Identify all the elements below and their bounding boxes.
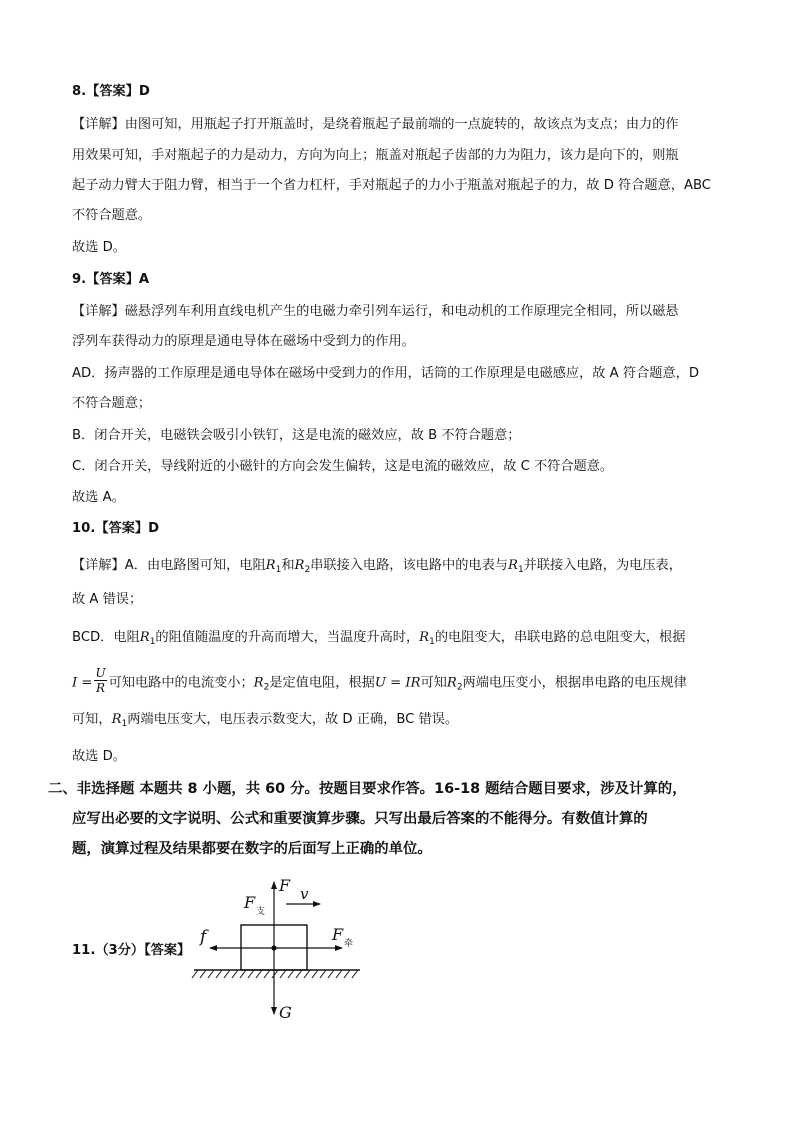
q9-option-ad-line-2: 不符合题意； — [72, 396, 152, 411]
label-traction: F — [332, 925, 344, 944]
ohms-law-lhs: I = — [72, 675, 93, 691]
label-support-force-sub: 支 — [256, 907, 266, 917]
q11-answer: 11.（3分）【答案】 — [72, 943, 191, 958]
q9-option-b: B．闭合开关，电磁铁会吸引小铁钉，这是电流的磁效应，故 B 不符合题意； — [72, 428, 521, 443]
q8-detail-line-1: 【详解】由图可知，用瓶起子打开瓶盖时，是绕着瓶起子最前端的一点旋转的，故该点为支点；由力的作 — [72, 117, 679, 132]
q8-detail-line-3: 起子动力臂大于阻力臂，相当于一个省力杠杆，手对瓶起子的力小于瓶盖对瓶起子的力，故 D 符合题意，ABC — [72, 178, 712, 193]
q9-answer: 9.【答案】A — [72, 272, 150, 287]
q9-detail-line-2: 浮列车获得动力的原理是通电导体在磁场中受到力的作用。 — [72, 334, 415, 349]
q8-detail-line-2: 用效果可知，手对瓶起子的力是动力，方向为向上；瓶盖对瓶起子齿部的力为阻力，该力是向下的，则瓶 — [72, 148, 679, 163]
label-f-top: F — [279, 876, 291, 895]
q9-conclusion: 故选 A。 — [72, 490, 125, 505]
label-traction-sub: 牵 — [344, 939, 354, 949]
q10-option-bcd-line-1: BCD．电阻$R_1$的阻值随温度的升高而增大，当温度升高时，$R_1$的电阻变大，串联电路的总电阻变大，根据 — [72, 630, 686, 647]
q10-conclusion: 故选 D。 — [72, 749, 126, 764]
q10-answer: 10.【答案】D — [72, 521, 160, 536]
q8-answer: 8.【答案】D — [72, 84, 150, 99]
q10-option-bcd-line-2: I = $\frac{U}{R}$ 可知电路中的电流变小；$R_2$是定值电阻，根据U = IR可知$R_2$两端电压变小，根据串电路的电压规律 — [72, 666, 687, 695]
label-velocity: v — [300, 885, 309, 903]
q10-option-a-line-1: 【详解】A．由电路图可知，电阻$R_1$和$R_2$串联接入电路，该电路中的电表与$R_1$并联接入电路，为电压表， — [72, 558, 682, 575]
label-friction: f — [200, 927, 207, 947]
q10-option-bcd-line-3: 可知，$R_1$两端电压变大，电压表示数变大，故 D 正确，BC 错误。 — [72, 712, 459, 729]
section2-instructions-line-2: 应写出必要的文字说明、公式和重要演算步骤。只写出最后答案的不能得分。有数值计算的 — [72, 811, 648, 827]
force-diagram — [180, 868, 380, 1028]
q8-conclusion: 故选 D。 — [72, 240, 126, 255]
q10-option-a-line-2: 故 A 错误； — [72, 592, 143, 607]
q9-detail-line-1: 【详解】磁悬浮列车利用直线电机产生的电磁力牵引列车运行，和电动机的工作原理完全相同，所以磁悬 — [72, 304, 679, 319]
q9-option-ad-line-1: AD．扬声器的工作原理是通电导体在磁场中受到力的作用，话筒的工作原理是电磁感应，故 A 符合题意，D — [72, 366, 699, 381]
label-support-force: F — [244, 893, 256, 912]
section2-instructions-line-1: 二、非选择题 本题共 8 小题，共 60 分。按题目要求作答。16-18 题结合题目要求，涉及计算的， — [48, 781, 687, 797]
section2-instructions-line-3: 题，演算过程及结果都要在数字的后面写上正确的单位。 — [72, 841, 432, 857]
q8-detail-line-4: 不符合题意。 — [72, 208, 152, 223]
ohms-law-formula: U = IR — [374, 675, 421, 691]
label-gravity: G — [279, 1003, 292, 1022]
ohms-law-fraction: $\frac{U}{R}$ — [95, 666, 106, 695]
q9-option-c: C．闭合开关，导线附近的小磁针的方向会发生偏转，这是电流的磁效应，故 C 不符合题意。 — [72, 459, 614, 474]
ground-surface — [192, 970, 360, 978]
